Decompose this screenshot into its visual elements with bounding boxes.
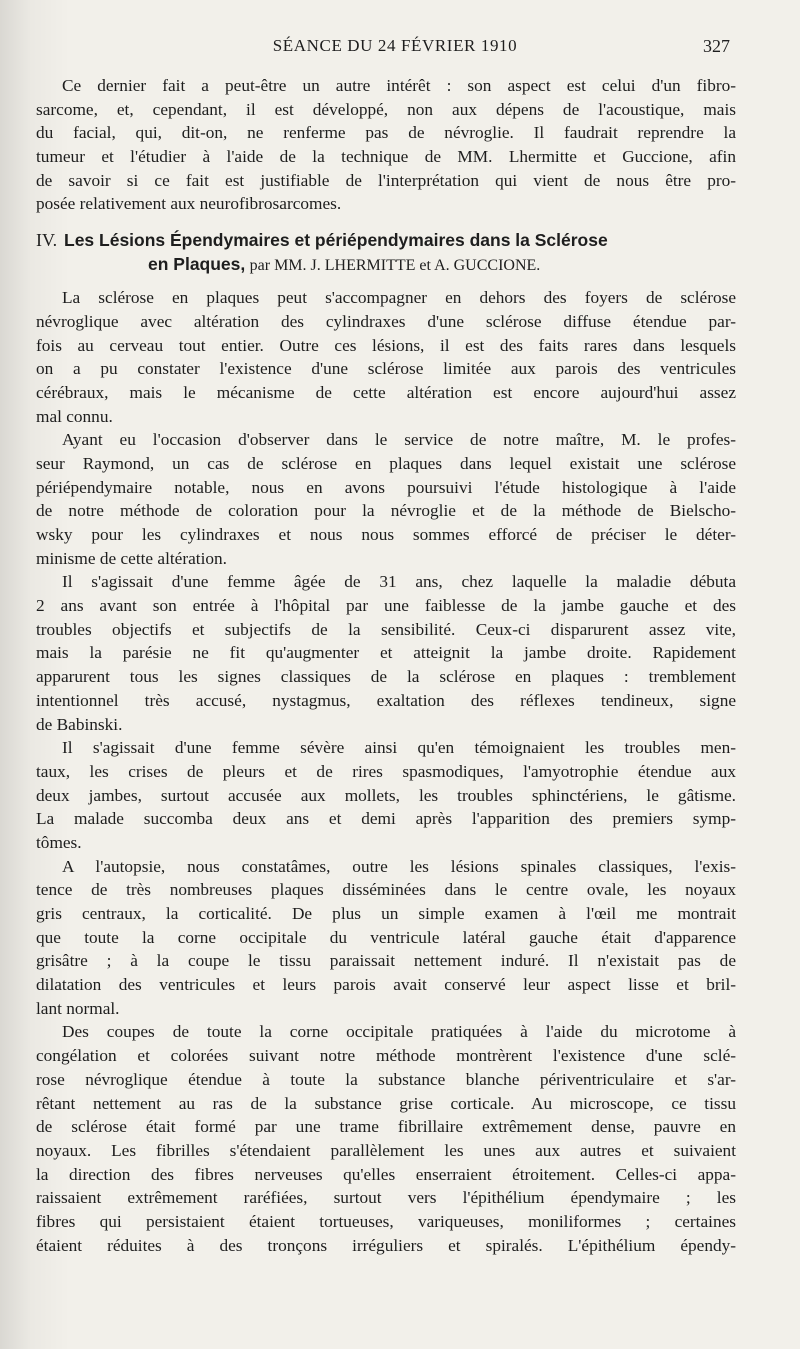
text-line: posée relativement aux neurofibrosarcomes. bbox=[36, 194, 342, 214]
text-line: mais la parésie ne fit qu'augmenter et atteignit la jambe droite. Rapidement bbox=[36, 643, 736, 663]
text-line: périépendymaire notable, nous en avons poursuivi l'étude histologique à l'aide bbox=[36, 477, 736, 497]
text-line: gris centraux, la corticalité. De plus un simple examen à l'œil me montrait bbox=[36, 904, 736, 923]
section-heading-line-1 bbox=[36, 228, 736, 252]
paragraph bbox=[36, 570, 736, 736]
text-line: raissaient extrêmement raréfiées, surtout vers l'épithélium épendymaire ; les bbox=[36, 1188, 736, 1208]
text-line: de Babinski. bbox=[36, 714, 123, 734]
text-line: mal connu. bbox=[36, 406, 113, 426]
text-line: dilatation des ventricules et leurs parois avait conservé leur aspect lisse et bril- bbox=[36, 975, 736, 995]
text-line: tumeur et l'étudier à l'aide de la technique de MM. Lhermitte et Guccione, afin bbox=[36, 147, 736, 167]
text-line: cérébraux, mais le mécanisme de cette altération est encore aujourd'hui assez bbox=[36, 382, 736, 402]
text-line: congélation et colorées suivant notre méthode montrèrent l'existence d'une sclé- bbox=[36, 1046, 736, 1066]
paragraph-continuation bbox=[36, 74, 736, 216]
text-line: Des coupes de toute la corne occipitale pratiquées à l'aide du microtome à bbox=[62, 1022, 736, 1042]
text-line: Ce dernier fait a peut-être un autre intérêt : son aspect est celui d'un fibro- bbox=[62, 76, 736, 95]
paragraph bbox=[36, 855, 736, 1021]
section-authors: par MM. J. LHERMITTE et A. GUCCIONE. bbox=[249, 257, 541, 275]
text-line: rêtant nettement au ras de la substance grise corticale. Au microscope, ce tissu bbox=[36, 1093, 736, 1113]
text-line: que toute la corne occipitale du ventricule latéral gauche était d'apparence bbox=[36, 927, 736, 947]
section-heading bbox=[36, 228, 736, 276]
text-line: La malade succomba deux ans et demi après l'apparition des premiers symp- bbox=[36, 809, 736, 829]
text-line: La sclérose en plaques peut s'accompagner en dehors des foyers de sclérose bbox=[62, 288, 736, 308]
text-line: grisâtre ; à la coupe le tissu paraissait nettement induré. Il n'existait pas de bbox=[36, 951, 736, 971]
page-header bbox=[60, 36, 730, 58]
paragraph bbox=[36, 1020, 736, 1257]
text-line: apparurent tous les signes classiques de la sclérose en plaques : tremblement bbox=[36, 667, 736, 687]
text-line: rose névroglique étendue à toute la substance blanche périventriculaire et s'ar- bbox=[36, 1069, 736, 1089]
text-line: lant normal. bbox=[36, 998, 120, 1018]
text-line: sarcome, et, cependant, il est développé, non aux dépens de l'acoustique, mais bbox=[36, 99, 736, 119]
running-title: SÉANCE DU 24 FÉVRIER 1910 bbox=[272, 36, 518, 55]
text-line: minisme de cette altération. bbox=[36, 548, 227, 568]
text-line: de notre méthode de coloration pour la névroglie et de la méthode de Bielscho- bbox=[36, 501, 736, 521]
text-line: seur Raymond, un cas de sclérose en plaques dans lequel existait une sclérose bbox=[36, 453, 736, 473]
paragraph bbox=[36, 428, 736, 570]
text-line: névroglique avec altération des cylindraxes d'une sclérose diffuse étendue par- bbox=[36, 311, 736, 331]
text-line: deux jambes, surtout accusée aux mollets, les troubles sphinctériens, le gâtisme. bbox=[36, 785, 736, 805]
text-line: intentionnel très accusé, nystagmus, exaltation des réflexes tendineux, signe bbox=[36, 690, 736, 710]
text-line: la direction des fibres nerveuses qu'elles enserraient étroitement. Celles-ci appa- bbox=[36, 1164, 736, 1184]
text-line: du facial, qui, dit-on, ne renferme pas de névroglie. Il faudrait reprendre la bbox=[36, 123, 736, 143]
section-heading-line-2 bbox=[36, 252, 736, 276]
body-text bbox=[36, 74, 736, 1257]
text-line: troubles objectifs et subjectifs de la sensibilité. Ceux-ci disparurent assez vite, bbox=[36, 619, 736, 639]
text-line: Il s'agissait d'une femme âgée de 31 ans, chez laquelle la maladie débuta bbox=[62, 572, 736, 592]
text-line: Ayant eu l'occasion d'observer dans le service de notre maître, M. le profes- bbox=[62, 430, 736, 450]
spacer bbox=[36, 276, 736, 286]
text-line: Il s'agissait d'une femme sévère ainsi qu'en témoignaient les troubles men- bbox=[62, 738, 736, 758]
text-line: 2 ans avant son entrée à l'hôpital par une faiblesse de la jambe gauche et des bbox=[36, 596, 736, 616]
text-line: A l'autopsie, nous constatâmes, outre les lésions spinales classiques, l'exis- bbox=[62, 856, 736, 876]
text-line: de savoir si ce fait est justifiable de l'interprétation qui vient de nous être pro- bbox=[36, 170, 736, 190]
page-number: 327 bbox=[703, 36, 730, 56]
text-line: noyaux. Les fibrilles s'étendaient parallèlement les unes aux autres et suivaient bbox=[36, 1140, 736, 1160]
text-line: tômes. bbox=[36, 832, 82, 852]
text-line: wsky pour les cylindraxes et nous nous sommes efforcé de préciser le déter- bbox=[36, 525, 736, 544]
section-title: Les Lésions Épendymaires et périépendymaires dans la Sclérose bbox=[64, 230, 608, 251]
text-line: de sclérose était formé par une trame fibrillaire extrêmement dense, pauvre en bbox=[36, 1117, 736, 1137]
text-line: tence de très nombreuses plaques disséminées dans le centre ovale, les noyaux bbox=[36, 880, 736, 900]
text-line: fibres qui persistaient étaient tortueuses, variqueuses, moniliformes ; certaines bbox=[36, 1211, 736, 1231]
text-line: fois au cerveau tout entier. Outre ces lésions, il est des faits rares dans lesquels bbox=[36, 335, 736, 355]
paragraph bbox=[36, 286, 736, 428]
paragraph bbox=[36, 736, 736, 854]
text-line: on a pu constater l'existence d'une sclérose limitée aux parois des ventricules bbox=[36, 359, 736, 379]
text-line: étaient réduites à des tronçons irréguliers et spiralés. L'épithélium épendy- bbox=[36, 1235, 736, 1255]
section-number: IV. bbox=[36, 230, 58, 251]
text-line: taux, les crises de pleurs et de rires spasmodiques, l'amyotrophie étendue aux bbox=[36, 761, 736, 781]
section-title-continuation: en Plaques, bbox=[148, 254, 246, 275]
